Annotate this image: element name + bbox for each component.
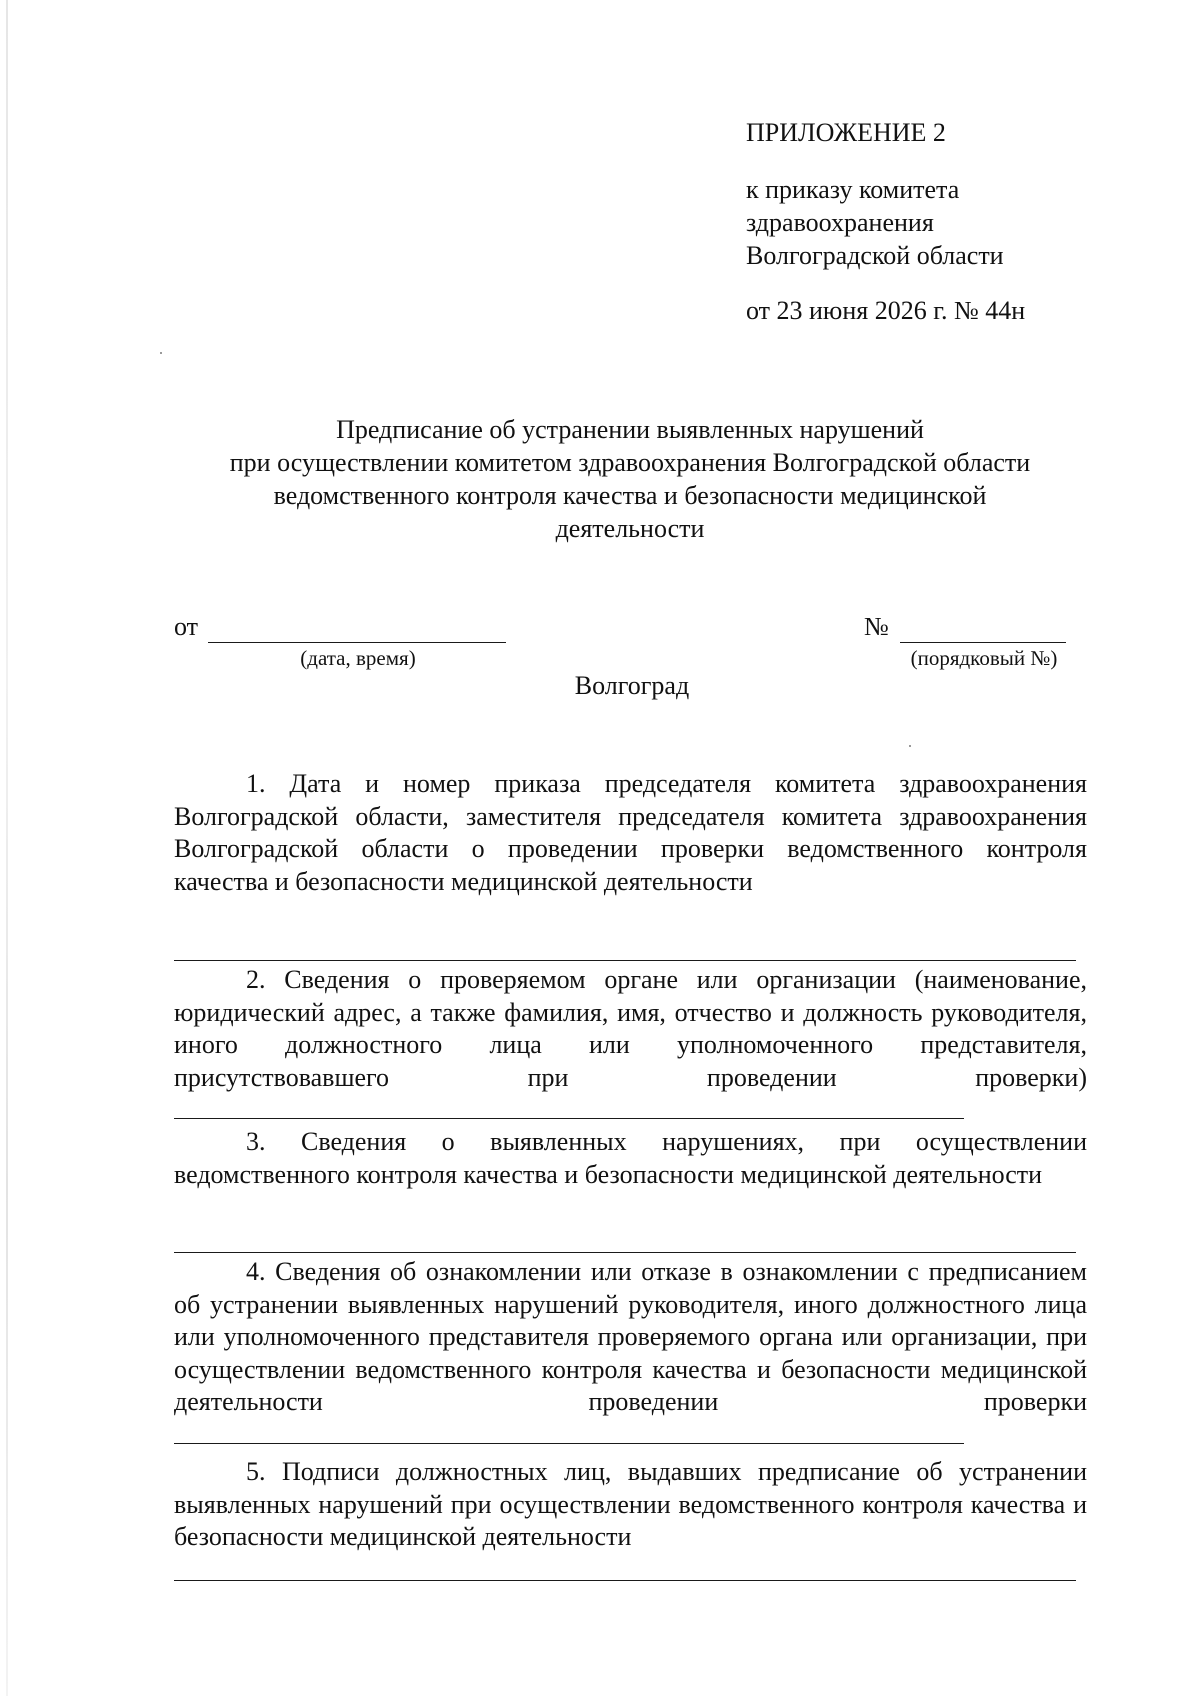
appendix-title: ПРИЛОЖЕНИЕ 2 bbox=[746, 118, 946, 147]
scan-speck bbox=[160, 352, 162, 354]
date-time-blank-line bbox=[208, 642, 506, 643]
scan-speck bbox=[909, 745, 911, 747]
appendix-block bbox=[746, 116, 1146, 327]
appendix-ref-line: здравоохранения bbox=[746, 208, 934, 237]
scan-edge-shadow bbox=[6, 0, 8, 1696]
section-2-text: 2. Сведения о проверяемом органе или организации (наименование, юридический адрес, а также фамилия, имя, отчество и должность руководителя, иного должностного лица или уполномоченного представителя, присутствовавшего при проведении проверки) bbox=[174, 965, 1087, 1092]
document-title-line: ведомственного контроля качества и безопасности медицинской bbox=[273, 481, 987, 510]
appendix-order-date: от 23 июня 2026 г. № 44н bbox=[746, 296, 1026, 325]
document-title-line: при осуществлении комитетом здравоохранения Волгоградской области bbox=[229, 448, 1031, 477]
section-1-blank-line bbox=[174, 960, 1076, 961]
number-caption: (порядковый №) bbox=[910, 646, 1058, 670]
section-2-blank-line bbox=[174, 1094, 964, 1119]
city-name: Волгоград bbox=[574, 671, 690, 700]
section-3-text: 3. Сведения о выявленных нарушениях, при осуществлении ведомственного контроля качества и безопасности медицинской деятельности bbox=[174, 1127, 1087, 1189]
section-1-text: 1. Дата и номер приказа председателя комитета здравоохранения Волгоградской области, заместителя председателя комитета здравоохранения Волгоградской области о проведении проверки ведомственного контроля качества и безопасности медицинской деятельности bbox=[174, 769, 1087, 896]
date-time-caption: (дата, время) bbox=[300, 646, 416, 670]
appendix-ref-line: Волгоградской области bbox=[746, 241, 1004, 270]
section-4-text: 4. Сведения об ознакомлении или отказе в ознакомлении с предписанием об устранении выявленных нарушений руководителя, иного должностного лица или уполномоченного представителя проверяемого органа или организации, при осуществлении ведомственного контроля качества и безопасности медицинской деятельности проведении проверки bbox=[174, 1257, 1087, 1416]
section-2-paragraph bbox=[174, 964, 1087, 1128]
section-4-blank-line bbox=[174, 1419, 964, 1444]
number-label: № bbox=[864, 612, 889, 641]
document-title-line: деятельности bbox=[555, 514, 705, 543]
section-3-blank-line bbox=[174, 1252, 1076, 1253]
number-blank-line bbox=[900, 642, 1066, 643]
section-5-text: 5. Подписи должностных лиц, выдавших предписание об устранении выявленных нарушений при осуществлении ведомственного контроля качества и безопасности медицинской деятельности bbox=[174, 1457, 1087, 1551]
section-4-paragraph bbox=[174, 1256, 1087, 1452]
document-title-line: Предписание об устранении выявленных нарушений bbox=[336, 415, 924, 444]
from-label: от bbox=[174, 612, 199, 641]
document-title bbox=[150, 413, 1110, 545]
appendix-ref-line: к приказу комитета bbox=[746, 175, 960, 204]
section-5-blank-line bbox=[174, 1580, 1076, 1581]
